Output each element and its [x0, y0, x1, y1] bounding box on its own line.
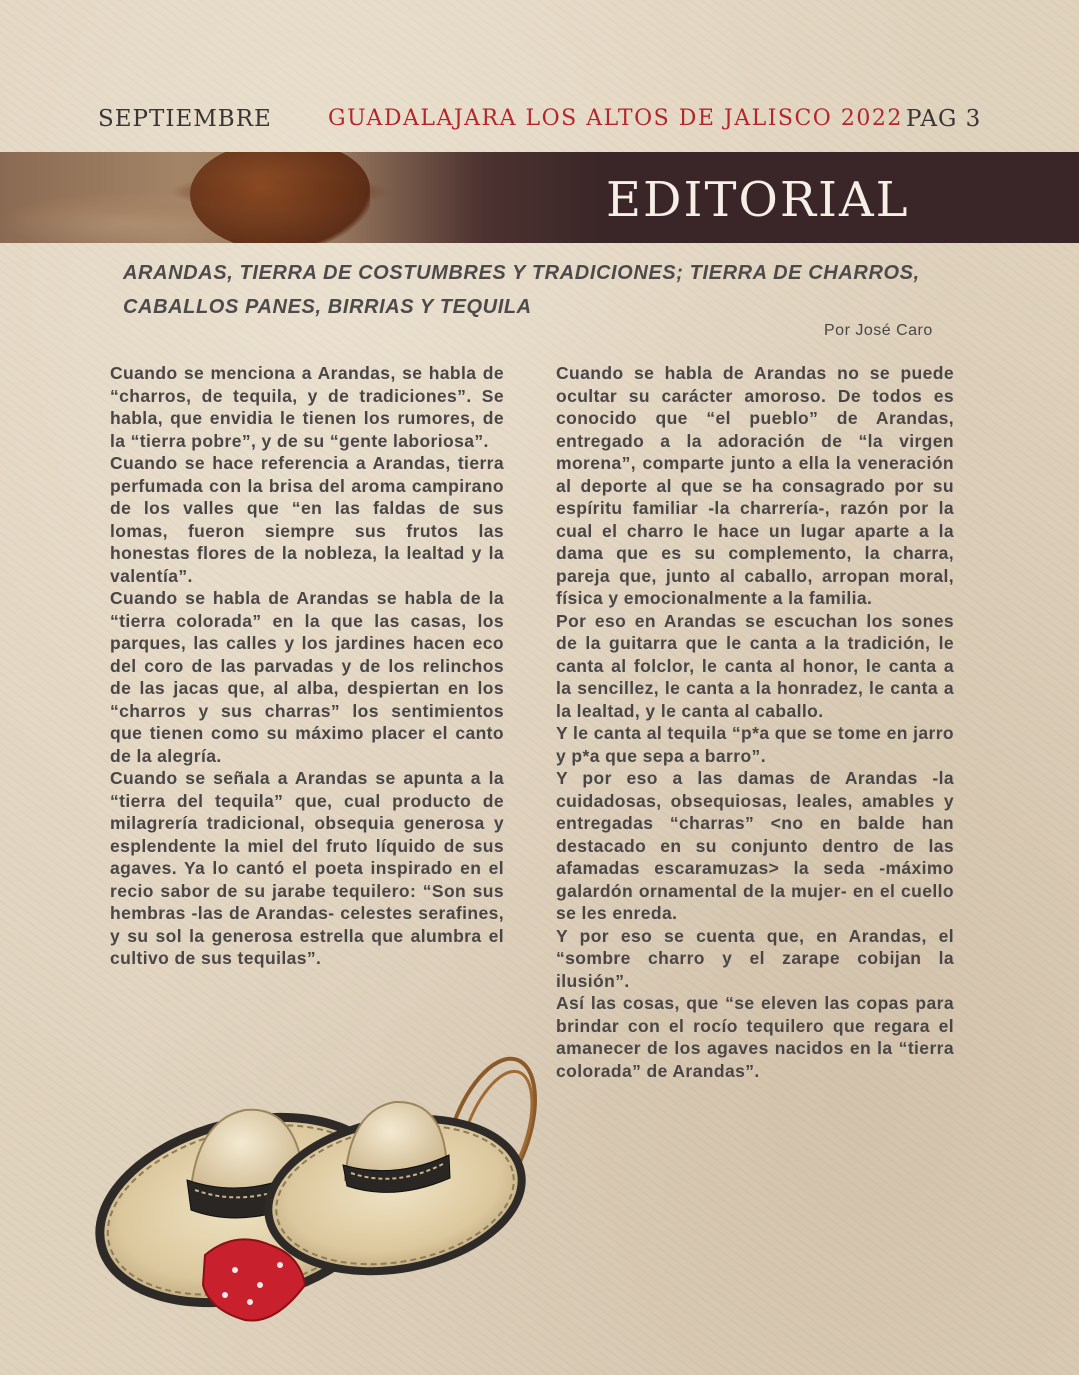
paragraph: Cuando se habla de Arandas se habla de la “tierra colorada” en la que las casas, los parques, las calles y los jardines hacen eco del coro de las parvadas y de los relinchos de las jacas que, al alba, despiertan en los “charros y sus charras” los sentimientos que tienen como su máximo placer el canto de la alegría. [110, 588, 504, 766]
paragraph: Cuando se habla de Arandas no se puede ocultar su carácter amoroso. De todos es conocido que “el pueblo” de Arandas, entregado a la adoración de “la virgen morena”, comparte junto a ella la veneración al deporte al que se ha consagrado por su espíritu familiar -la charrería-, razón por la cual el charro le hace un lugar aparte a la dama que es su complemento, la charra, pareja que, junto al caballo, arropan moral, física y emocionalmente a la familia. [556, 363, 954, 608]
paragraph: Cuando se señala a Arandas se apunta a la “tierra del tequila” que, cual producto de milagrería tradicional, obsequia generosa y esplendente la miel del fruto líquido de sus agaves. Ya lo cantó el poeta inspirado en el recio sabor de su jarabe tequilero: “Son sus hembras -las de Arandas- celestes serafines, y su sol la generosa estrella que alumbra el cultivo de sus tequilas”. [110, 768, 504, 968]
paragraph: Por eso en Arandas se escuchan los sones de la guitarra que le canta a la tradición, le canta al folclor, le canta al honor, le canta a la sencillez, le canta a la honradez, le canta a la lealtad, y le canta al caballo. [556, 610, 954, 721]
paragraph: Así las cosas, que “se eleven las copas para brindar con el rocío tequilero que regara el amanecer de los agaves nacidos en la “tierra colorada” de Arandas”. [556, 993, 954, 1081]
section-title: EDITORIAL [606, 172, 910, 228]
paragraph: Cuando se hace referencia a Arandas, tierra perfumada con la brisa del aroma campirano de los valles que “en las faldas de sus lomas, fueron siempre sus frutos las honestas flores de la nobleza, la lealtad y la valentía”. [110, 453, 504, 586]
paragraph: Cuando se menciona a Arandas, se habla de “charros, de tequila, y de tradiciones”. Se habla, que envidia le tienen los rumores, de la “tierra pobre”, y de su “gente laboriosa”. [110, 363, 504, 451]
paragraph: Y por eso a las damas de Arandas -la cuidadosas, obsequiosas, leales, amables y entregadas “charras” <no en balde han destacado en su conjunto dentro de las afamadas escaramuzas> la seda -máximo galardón ornamental de la mujer- en el cuello se les enreda. [556, 768, 954, 923]
page-number: PAG 3 [906, 106, 982, 132]
issue-month: SEPTIEMBRE [98, 106, 272, 132]
paragraph: Y por eso se cuenta que, en Arandas, el “sombre charro y el zarape cobijan la ilusión”. [556, 925, 954, 991]
article-byline: Por José Caro [824, 322, 933, 339]
paragraph: Y le canta al tequila “p*a que se tome en jarro y p*a que sepa a barro”. [556, 723, 954, 766]
charro-hats-illustration [95, 1040, 545, 1330]
headline-line-1: ARANDAS, TIERRA DE COSTUMBRES Y TRADICIONES; TIERRA DE CHARROS, [123, 262, 920, 284]
banner-horse-photo [0, 152, 600, 243]
page-header [0, 106, 1079, 142]
article-headline [123, 256, 983, 324]
publication-title: GUADALAJARA LOS ALTOS DE JALISCO 2022 [328, 106, 903, 131]
headline-line-2: CABALLOS PANES, BIRRIAS Y TEQUILA [123, 296, 532, 318]
article-column-left [110, 362, 504, 970]
section-banner [0, 152, 1079, 243]
article-column-right [556, 362, 954, 1082]
